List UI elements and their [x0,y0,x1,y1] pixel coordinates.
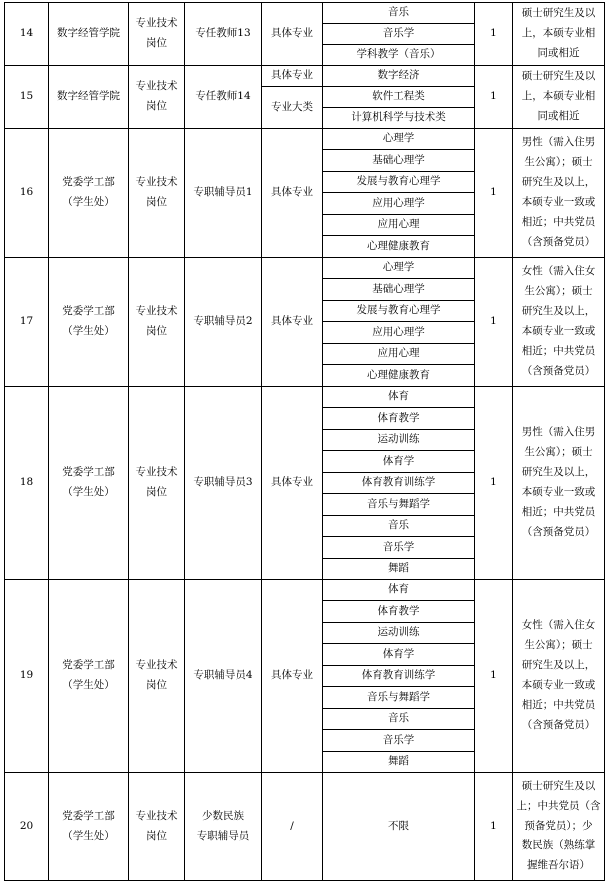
major-cell: 舞蹈 [323,559,475,580]
major-cell: 体育教育训练学 [323,666,475,687]
unit-cell: 数字经管学院 [49,66,129,129]
major-cell: 基础心理学 [323,279,475,301]
post-name-cell: 专任教师13 [185,3,262,66]
note-cell: 硕士研究生及以 上，本硕专业相 同或相近 [513,3,605,66]
seq-cell: 17 [5,258,49,387]
major-cell: 体育学 [323,451,475,473]
post-name-cell: 专职辅导员1 [185,129,262,258]
major-cell: 体育教育训练学 [323,473,475,494]
table-row [5,66,605,87]
major-cell: 数字经济 [323,66,475,87]
major-cell: 发展与教育心理学 [323,301,475,322]
unit-cell: 党委学工部 （学生处） [49,580,129,773]
seq-cell: 15 [5,66,49,129]
major-cell: 应用心理学 [323,322,475,344]
major-cell: 音乐与舞蹈学 [323,687,475,709]
note-cell: 硕士研究生及以 上；中共党员（含 预备党员）；少 数民族（熟练掌 握维吾尔语） [513,773,605,881]
post-type-cell: 专业技术 岗位 [129,66,185,129]
post-type-cell: 专业技术 岗位 [129,580,185,773]
count-cell: 1 [475,773,513,881]
unit-cell: 数字经管学院 [49,3,129,66]
major-cell: 音乐 [323,709,475,730]
post-name-cell: 专职辅导员4 [185,580,262,773]
major-cell: 心理学 [323,258,475,279]
count-cell: 1 [475,580,513,773]
major-cell: 计算机科学与技术类 [323,108,475,129]
major-category-cell: 具体专业 [262,580,323,773]
major-cell: 运动训练 [323,430,475,451]
post-name-cell: 专任教师14 [185,66,262,129]
major-cell: 体育教学 [323,408,475,430]
major-cell: 心理健康教育 [323,365,475,387]
major-category-cell: 具体专业 [262,66,323,87]
post-type-cell: 专业技术 岗位 [129,3,185,66]
major-cell: 舞蹈 [323,752,475,773]
note-cell: 男性（需入住男 生公寓）；硕士 研究生及以上， 本硕专业一致或 相近；中共党员 （含预备党员） [513,387,605,580]
major-category-cell: / [262,773,323,881]
major-category-cell: 具体专业 [262,387,323,580]
major-cell: 运动训练 [323,623,475,644]
count-cell: 1 [475,3,513,66]
table-row [5,3,605,24]
major-cell: 体育 [323,580,475,601]
major-category-cell: 专业大类 [262,87,323,129]
seq-cell: 18 [5,387,49,580]
seq-cell: 14 [5,3,49,66]
post-type-cell: 专业技术 岗位 [129,773,185,881]
major-cell: 应用心理 [323,215,475,236]
recruitment-table [4,2,605,881]
unit-cell: 党委学工部 （学生处） [49,129,129,258]
major-cell: 应用心理 [323,344,475,365]
table-row [5,387,605,408]
major-cell: 学科教学（音乐） [323,45,475,66]
table-row [5,580,605,601]
note-cell: 女性（需入住女 生公寓）；硕士 研究生及以上， 本硕专业一致或 相近；中共党员 （含预备党员） [513,580,605,773]
major-cell: 音乐学 [323,537,475,559]
post-type-cell: 专业技术 岗位 [129,387,185,580]
major-cell: 软件工程类 [323,87,475,108]
major-cell: 音乐与舞蹈学 [323,494,475,516]
seq-cell: 16 [5,129,49,258]
major-cell: 音乐 [323,3,475,24]
major-cell: 心理学 [323,129,475,150]
major-cell: 体育教学 [323,601,475,623]
unit-cell: 党委学工部 （学生处） [49,773,129,881]
post-name-cell: 专职辅导员2 [185,258,262,387]
note-cell: 女性（需入住女 生公寓）；硕士 研究生及以上， 本硕专业一致或 相近；中共党员 （含预备党员） [513,258,605,387]
unit-cell: 党委学工部 （学生处） [49,258,129,387]
post-type-cell: 专业技术 岗位 [129,129,185,258]
major-cell: 体育 [323,387,475,408]
major-cell: 体育学 [323,644,475,666]
major-category-cell: 具体专业 [262,3,323,66]
post-name-cell: 少数民族 专职辅导员 [185,773,262,881]
seq-cell: 19 [5,580,49,773]
count-cell: 1 [475,387,513,580]
count-cell: 1 [475,258,513,387]
major-cell: 心理健康教育 [323,236,475,258]
table-row [5,258,605,279]
major-category-cell: 具体专业 [262,258,323,387]
seq-cell: 20 [5,773,49,881]
note-cell: 男性（需入住男 生公寓）；硕士 研究生及以上， 本硕专业一致或 相近；中共党员 （含预备党员） [513,129,605,258]
major-cell: 音乐学 [323,730,475,752]
count-cell: 1 [475,66,513,129]
count-cell: 1 [475,129,513,258]
note-cell: 硕士研究生及以 上，本硕专业相 同或相近 [513,66,605,129]
post-name-cell: 专职辅导员3 [185,387,262,580]
post-type-cell: 专业技术 岗位 [129,258,185,387]
major-cell: 不限 [323,773,475,881]
major-cell: 音乐学 [323,24,475,45]
major-cell: 应用心理学 [323,193,475,215]
table-row [5,129,605,150]
major-cell: 发展与教育心理学 [323,172,475,193]
major-cell: 音乐 [323,516,475,537]
major-category-cell: 具体专业 [262,129,323,258]
table-row [5,773,605,881]
major-cell: 基础心理学 [323,150,475,172]
unit-cell: 党委学工部 （学生处） [49,387,129,580]
